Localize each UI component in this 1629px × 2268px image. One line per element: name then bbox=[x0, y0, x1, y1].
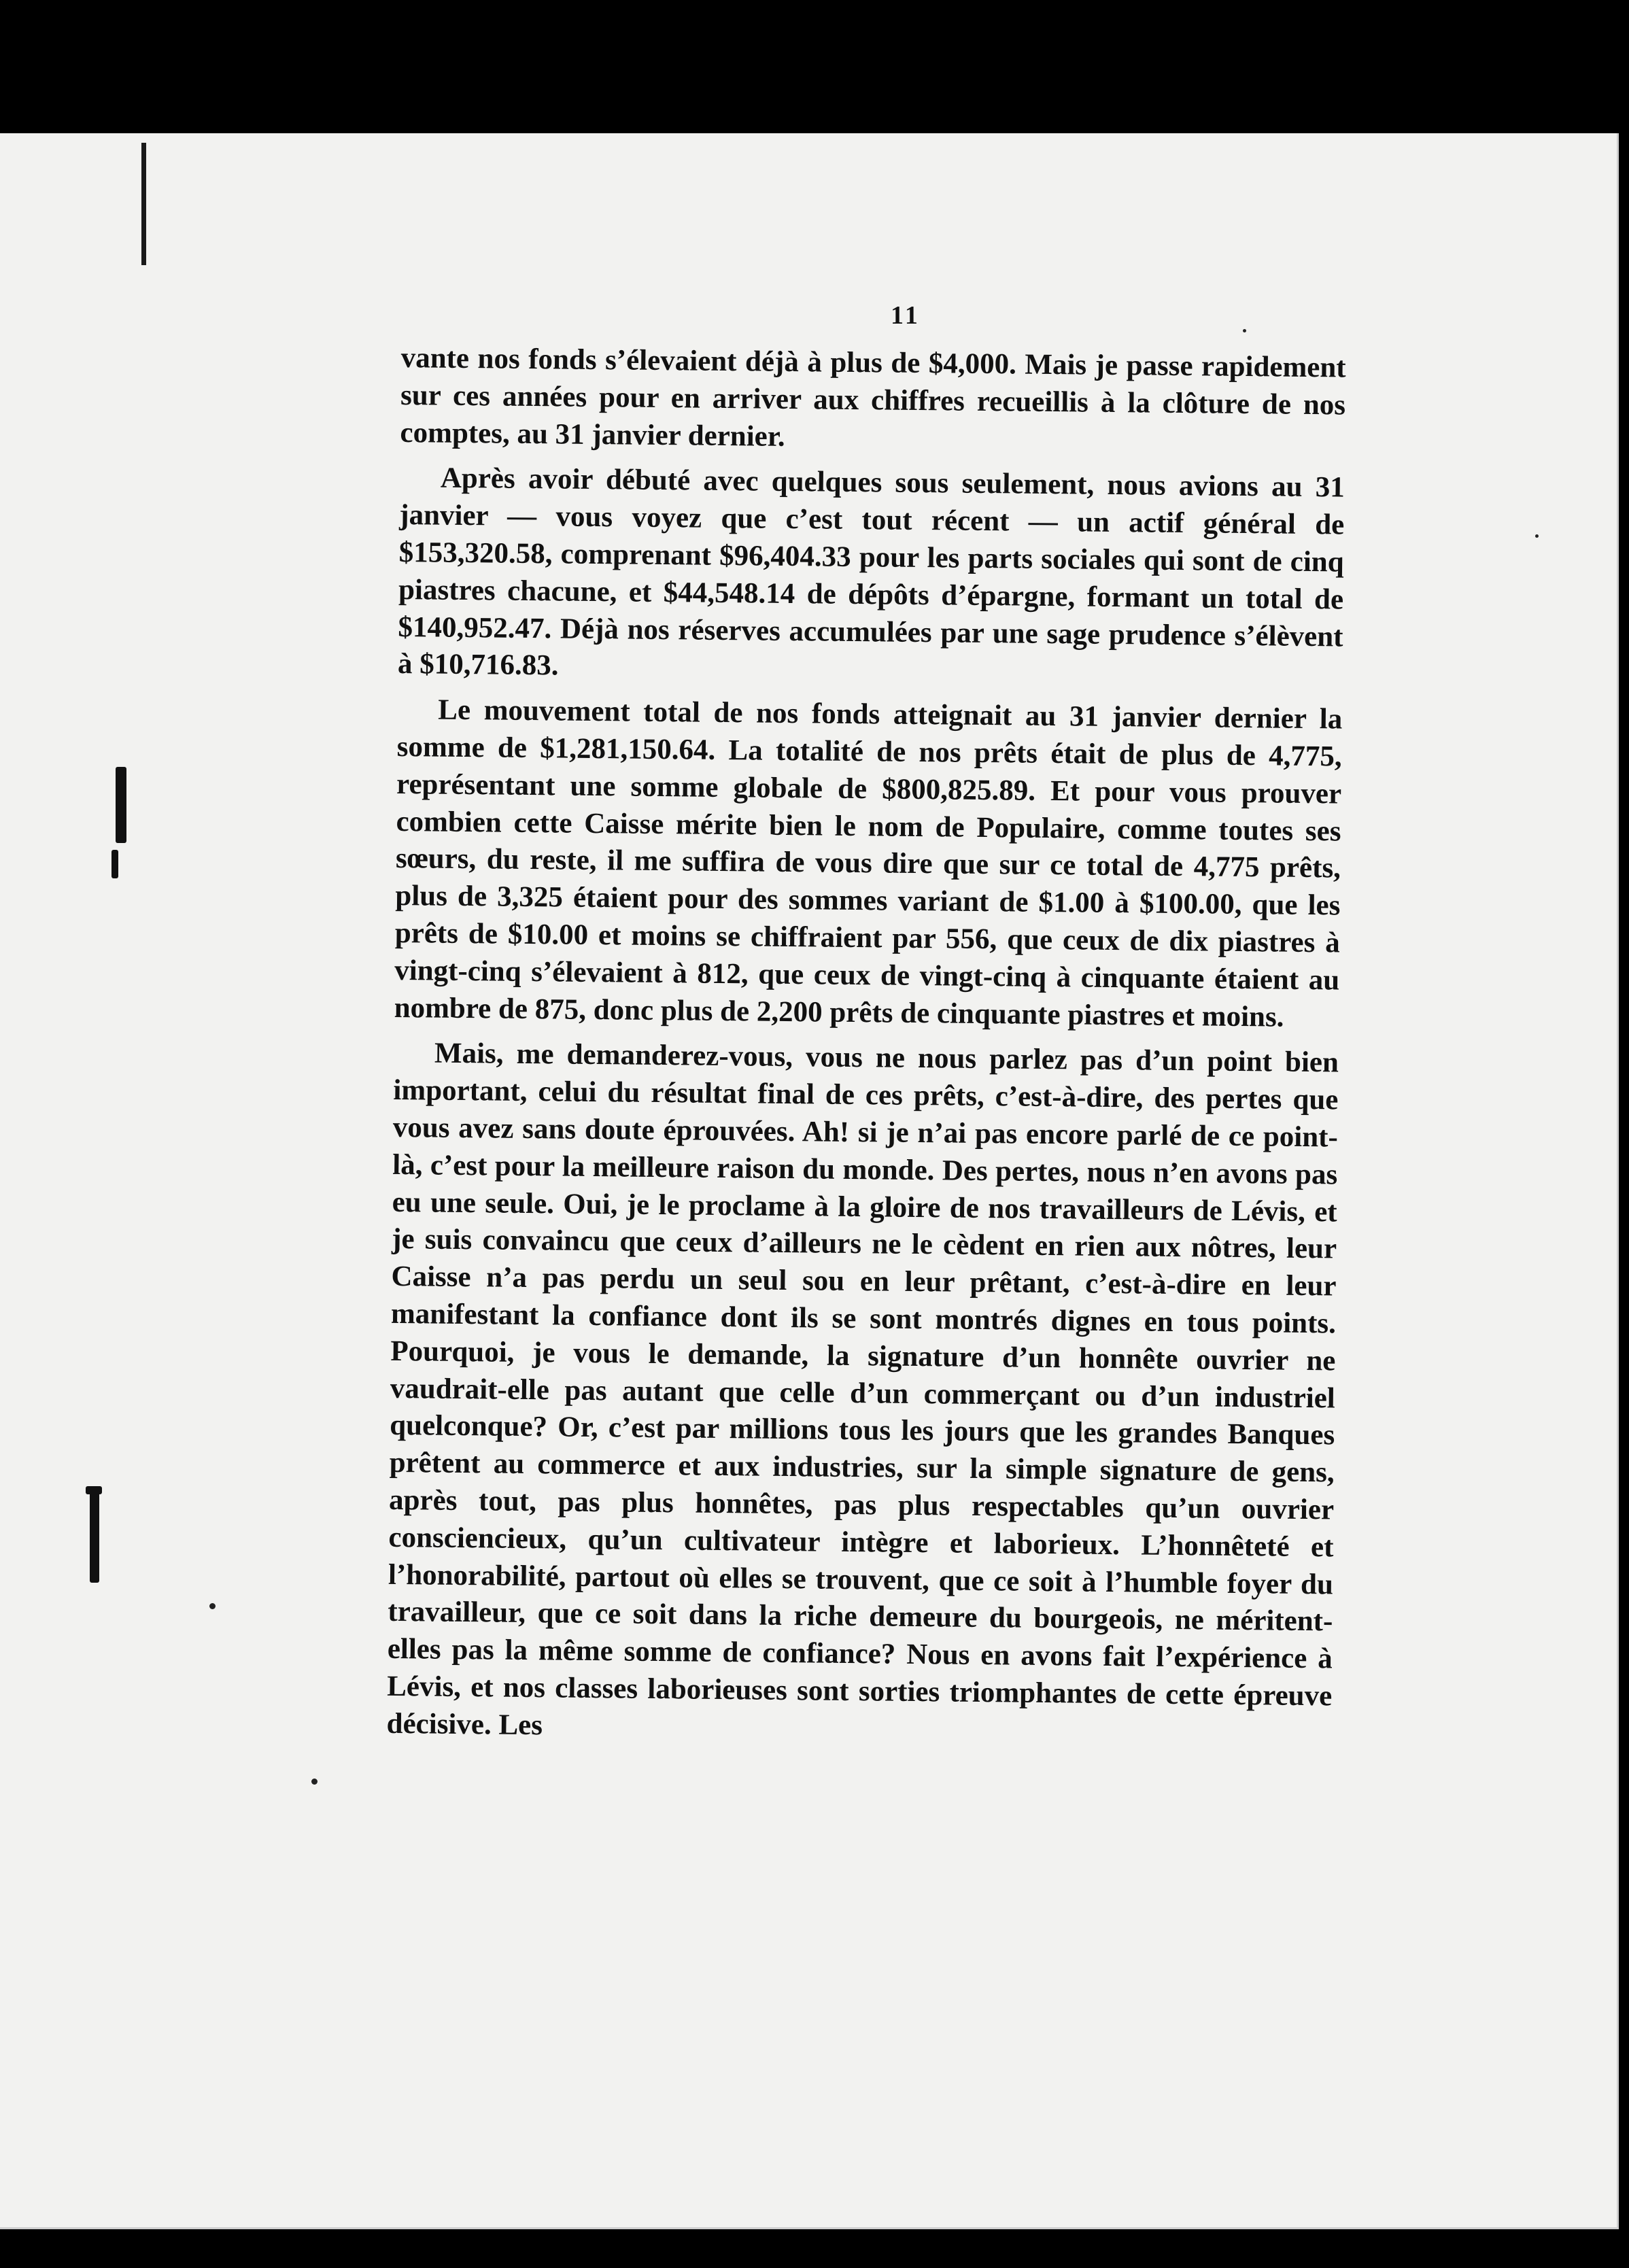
speck bbox=[311, 1779, 318, 1785]
paragraph: Le mouvement total de nos fonds atteignait au 31 janvier dernier la somme de $1,281,150.64. La totalité de nos prêts était de plus de 4,775, représentant une somme globale de $800,825.89. Et pour vous prouver combien cette Caisse mérite bien le nom de Populaire, comme toutes ses sœurs, du reste, il me suffira de vous dire que sur ce total de 4,775 prêts, plus de 3,325 étaient pour des sommes variant de $1.00 à $100.00, que les prêts de $10.00 et moins se chiffraient par 556, que ceux de dix piastres à vingt-cinq s’élevaient à 812, que ceux de vingt-cinq à cinquante étaient au nombre de 875, donc plus de 2,200 prêts de cinquante piastres et moins. bbox=[394, 693, 1343, 1033]
margin-mark-upper bbox=[116, 767, 126, 843]
binding-shadow-line bbox=[141, 143, 146, 265]
page-number: 11 bbox=[891, 301, 921, 330]
paragraph: Après avoir débuté avec quelques sous seulement, nous avions au 31 janvier — vous voyez que c’est tout récent — un actif général de $153,320.58, comprenant $96,404.33 pour les parts sociales qui sont de cinq piastres chacune, et $44,548.14 de dépôts d’épargne, formant un total de $140,952.47. Déjà nos réserves accumulées par une sage prudence s’élèvent à $10,716.83. bbox=[397, 462, 1345, 682]
speck bbox=[1535, 534, 1539, 538]
body-text bbox=[386, 340, 1346, 1761]
paragraph: Mais, me demanderez-vous, vous ne nous parlez pas d’un point bien important, celui du résultat final de ces prêts, c’est-à-dire, des pertes que vous avez sans doute éprouvées. Ah! si je n’ai pas encore parlé de ce point-là, c’est pour la meilleure raison du monde. Des pertes, nous n’en avons pas eu une seule. Oui, je le proclame à la gloire de nos travailleurs de Lévis, et je suis convaincu que ceux d’ailleurs ne le cèdent en rien aux nôtres, leur Caisse n’a pas perdu un seul sou en leur prêtant, c’est-à-dire en leur manifestant la confiance dont ils se sont montrés dignes en tous points. Pourquoi, je vous le demande, la signature d’un honnête ouvrier ne vaudrait-elle pas autant que celle d’un commerçant ou d’un industriel quelconque? Or, c’est par millions tous les jours que les grandes Banques prêtent au commerce et aux industries, sur la simple signature de gens, après tout, pas plus honnêtes, pas plus respectables qu’un ouvrier consciencieux, qu’un cultivateur intègre et laborieux. L’honnêteté et l’honorabilité, partout où elles se trouvent, que ce soit à l’humble foyer du travailleur, que ce soit dans la riche demeure du bourgeois, ne méritent-elles pas la même somme de confiance? Nous en avons fait l’expérience à Lévis, et nos classes laborieuses sont sorties triomphantes de cette épreuve décisive. Les bbox=[386, 1037, 1339, 1741]
speck bbox=[1243, 329, 1246, 332]
speck bbox=[209, 1603, 216, 1609]
margin-mark-lower bbox=[90, 1490, 99, 1583]
margin-mark-lower-head bbox=[86, 1486, 102, 1494]
paragraph: vante nos fonds s’élevaient déjà à plus de $4,000. Mais je passe rapidement sur ces années pour en arriver aux chiffres recueillis à la clôture de nos comptes, au 31 janvier dernier. bbox=[400, 341, 1346, 453]
margin-mark-upper-tail bbox=[112, 850, 118, 878]
